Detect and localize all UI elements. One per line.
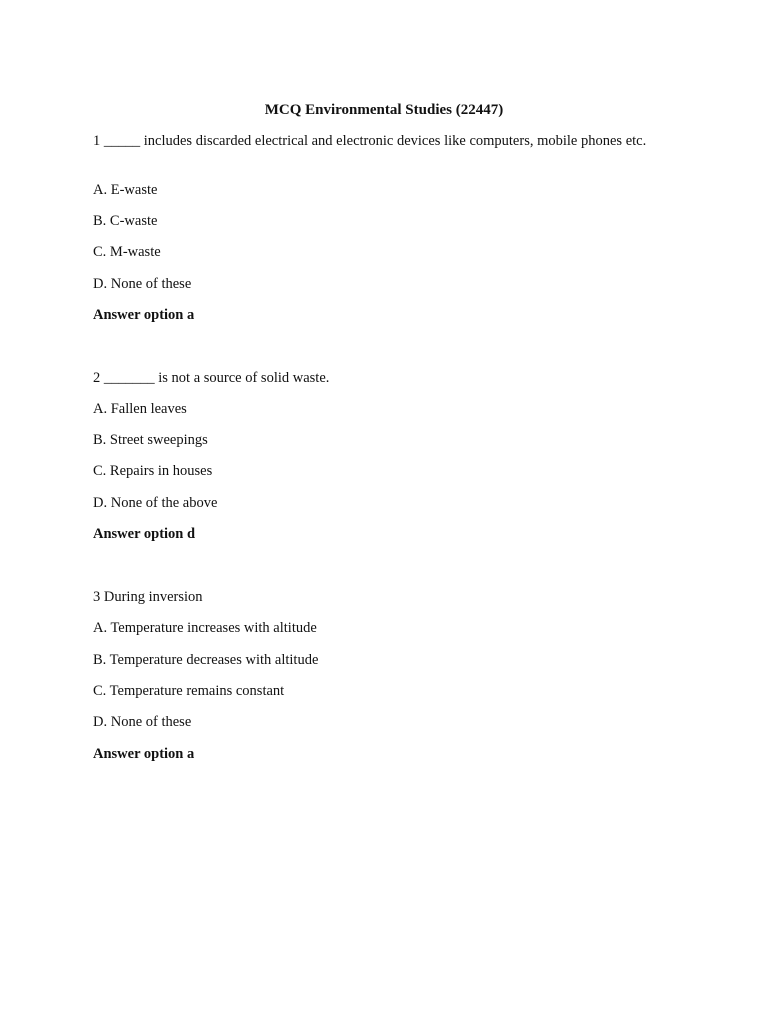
question-1-text: 1 _____ includes discarded electrical and electronic devices like computers, mobile phones etc. [93,133,647,149]
document-title: MCQ Environmental Studies (22447) [264,102,504,118]
question-2-answer: Answer option d [93,526,196,542]
question-1-option-a: A. E-waste [93,182,158,198]
question-1-option-b: B. C-waste [93,213,158,229]
question-3-option-a: A. Temperature increases with altitude [93,620,317,636]
question-2-text: 2 _______ is not a source of solid waste. [93,370,330,386]
question-2-option-c: C. Repairs in houses [93,463,213,479]
question-3-text: 3 During inversion [93,589,203,605]
question-2-option-a: A. Fallen leaves [93,401,187,417]
question-3-option-b: B. Temperature decreases with altitude [93,652,319,668]
question-2-option-b: B. Street sweepings [93,432,208,448]
question-3-option-c: C. Temperature remains constant [93,683,285,699]
question-3-answer: Answer option a [93,746,195,762]
question-1-answer: Answer option a [93,307,195,323]
question-1-option-c: C. M-waste [93,244,161,260]
question-1-option-d: D. None of these [93,276,192,292]
question-2-option-d: D. None of the above [93,495,218,511]
question-3-option-d: D. None of these [93,714,192,730]
